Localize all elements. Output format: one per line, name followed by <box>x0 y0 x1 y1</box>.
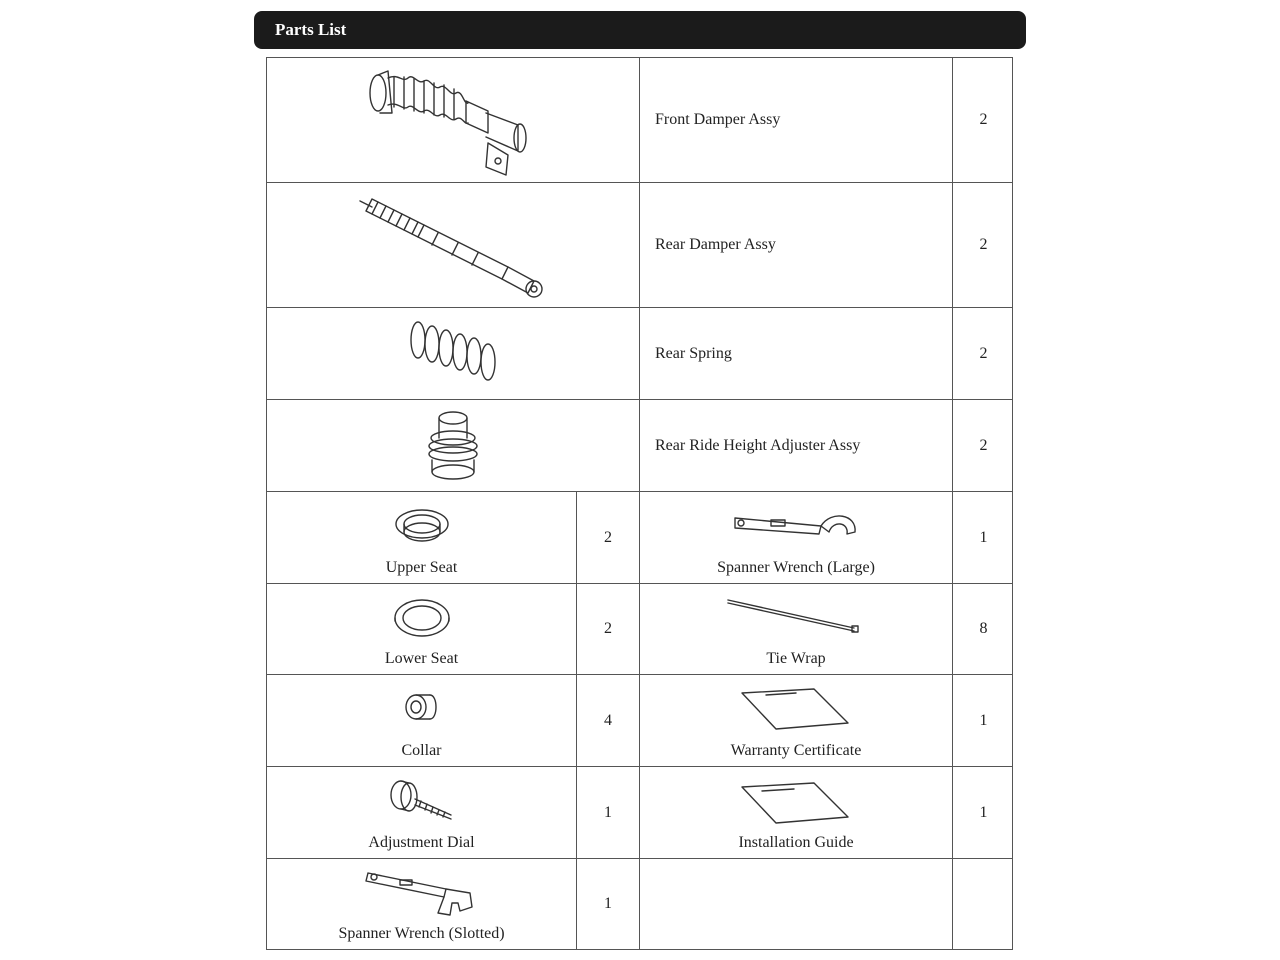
part-name: Installation Guide <box>738 834 854 851</box>
part-name: Upper Seat <box>385 559 458 576</box>
part-qty-cell <box>953 584 1014 674</box>
section-header <box>254 11 1026 49</box>
part-name: Collar <box>401 742 442 759</box>
part-row <box>266 583 1013 675</box>
upper-seat-icon <box>392 504 452 548</box>
part-image-cell <box>267 859 577 949</box>
spanner-wrench-icon <box>731 504 861 544</box>
part-image-cell <box>267 675 577 766</box>
part-name: Rear Ride Height Adjuster Assy <box>655 436 861 454</box>
part-qty: 2 <box>979 236 988 253</box>
part-row <box>266 182 1013 308</box>
part-qty-cell <box>577 859 640 949</box>
part-image-cell <box>267 183 640 307</box>
part-row <box>266 307 1013 400</box>
part-qty: 1 <box>604 803 612 821</box>
part-row <box>266 766 1013 859</box>
part-qty-cell <box>953 767 1014 858</box>
part-qty: 2 <box>604 528 612 546</box>
part-name: Spanner Wrench (Large) <box>717 559 875 576</box>
guide-icon <box>736 781 856 825</box>
ride-height-adjuster-icon <box>418 408 488 484</box>
part-image-cell <box>640 767 953 858</box>
part-qty-cell <box>953 308 1014 399</box>
part-image-cell <box>267 58 640 182</box>
part-row <box>266 491 1013 584</box>
part-qty-cell <box>577 584 640 674</box>
part-qty: 2 <box>604 620 612 637</box>
part-name: Rear Damper Assy <box>655 236 776 253</box>
part-image-cell <box>267 584 577 674</box>
rear-damper-icon <box>358 195 548 305</box>
part-name: Front Damper Assy <box>655 111 781 128</box>
part-row <box>266 858 1013 950</box>
part-name: Adjustment Dial <box>368 834 475 851</box>
certificate-icon <box>736 687 856 731</box>
part-qty: 2 <box>979 111 988 128</box>
part-name-cell <box>640 183 953 307</box>
part-row <box>266 57 1013 183</box>
part-name: Rear Spring <box>655 344 732 362</box>
part-qty: 2 <box>979 344 988 362</box>
part-row <box>266 399 1013 492</box>
part-image-cell <box>267 308 640 399</box>
lower-seat-icon <box>392 596 452 642</box>
part-qty-cell <box>577 675 640 766</box>
spring-icon <box>408 318 498 388</box>
part-name: Warranty Certificate <box>730 742 862 759</box>
part-qty-cell <box>953 183 1014 307</box>
part-name-cell <box>640 400 953 491</box>
part-qty-cell <box>953 58 1014 182</box>
part-image-cell <box>267 767 577 858</box>
part-image-cell <box>267 492 577 583</box>
part-name-cell <box>640 58 953 182</box>
slotted-wrench-icon <box>364 867 480 919</box>
part-image-cell <box>640 675 953 766</box>
part-qty-cell <box>953 675 1014 766</box>
adjustment-dial-icon <box>387 777 457 827</box>
part-qty-cell <box>577 492 640 583</box>
part-qty: 1 <box>604 895 612 912</box>
part-name-cell <box>640 308 953 399</box>
part-qty-cell <box>953 859 1014 949</box>
part-row <box>266 674 1013 767</box>
part-image-cell <box>640 859 953 949</box>
part-name: Tie Wrap <box>766 650 826 667</box>
part-qty-cell <box>953 492 1014 583</box>
part-image-cell <box>267 400 640 491</box>
section-title: Parts List <box>275 20 347 39</box>
front-damper-icon <box>358 63 548 183</box>
part-qty: 4 <box>604 711 612 729</box>
part-image-cell <box>640 492 953 583</box>
part-name: Spanner Wrench (Slotted) <box>338 925 505 942</box>
collar-icon <box>400 689 444 729</box>
part-name: Lower Seat <box>384 650 459 667</box>
part-qty: 1 <box>979 711 988 729</box>
part-qty: 1 <box>979 803 988 821</box>
part-qty: 8 <box>979 620 988 637</box>
part-qty-cell <box>577 767 640 858</box>
tie-wrap-icon <box>726 596 866 636</box>
part-qty: 1 <box>979 528 988 546</box>
part-qty: 2 <box>979 436 988 454</box>
part-image-cell <box>640 584 953 674</box>
part-qty-cell <box>953 400 1014 491</box>
